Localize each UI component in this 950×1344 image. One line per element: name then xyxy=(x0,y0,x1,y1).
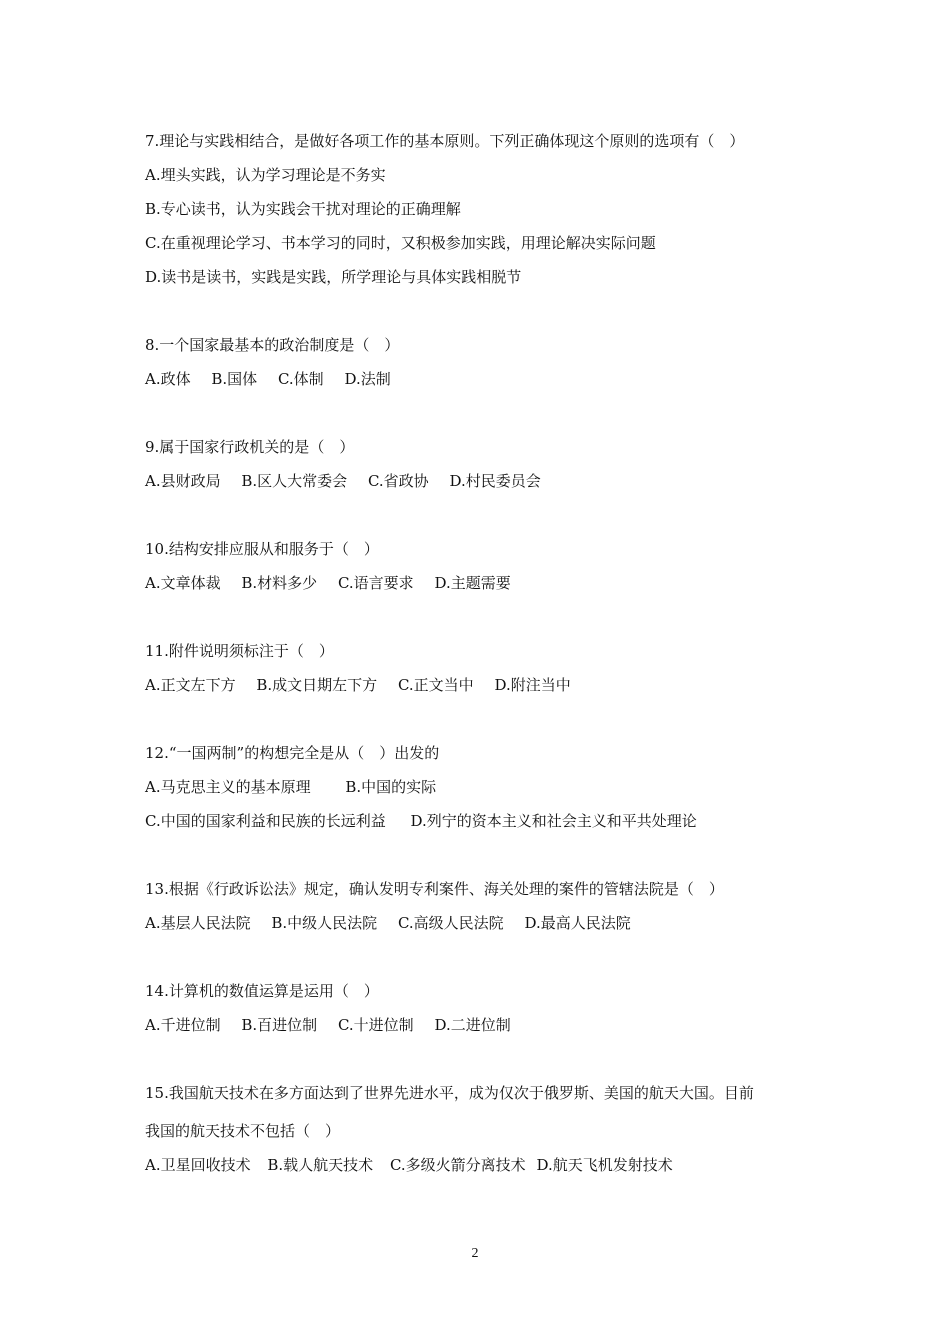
question-11-option-d: D.附注当中 xyxy=(494,676,571,694)
question-10-option-b: B.材料多少 xyxy=(241,574,318,592)
question-8-options xyxy=(145,362,815,396)
question-8-option-c: C.体制 xyxy=(277,370,324,388)
question-7-option-d: D.读书是读书，实践是实践，所学理论与具体实践相脱节 xyxy=(145,268,522,286)
question-13-option-d: D.最高人民法院 xyxy=(524,914,631,932)
question-10-option-d: D.主题需要 xyxy=(434,574,511,592)
question-8-option-b: B.国体 xyxy=(211,370,258,388)
question-12-option-c: C.中国的国家利益和民族的长远利益 xyxy=(145,812,386,830)
question-7-option-a: A.埋头实践，认为学习理论是不务实 xyxy=(145,166,386,184)
question-15-stem-line-2: 我国的航天技术不包括（ ） xyxy=(145,1122,341,1140)
question-7-stem: 7.理论与实践相结合，是做好各项工作的基本原则。下列正确体现这个原则的选项有（ ） xyxy=(145,132,745,150)
question-10-stem: 10.结构安排应服从和服务于（ ） xyxy=(145,540,379,558)
question-11-option-c: C.正文当中 xyxy=(397,676,474,694)
spacer xyxy=(145,600,815,634)
question-14-option-a: A.千进位制 xyxy=(145,1016,221,1034)
spacer xyxy=(145,498,815,532)
question-11-options xyxy=(145,668,815,702)
question-14-stem: 14.计算机的数值运算是运用（ ） xyxy=(145,982,379,1000)
question-10-options xyxy=(145,566,815,600)
question-12-options-row-2 xyxy=(145,804,815,838)
question-9-option-c: C.省政协 xyxy=(367,472,429,490)
question-9-option-a: A.县财政局 xyxy=(145,472,221,490)
question-12-option-b: B.中国的实际 xyxy=(345,778,437,796)
question-12-options-row-1 xyxy=(145,770,815,804)
spacer xyxy=(145,940,815,974)
question-11-stem: 11.附件说明须标注于（ ） xyxy=(145,642,334,660)
question-11-option-a: A.正文左下方 xyxy=(145,676,236,694)
question-15-options xyxy=(145,1148,815,1182)
question-15-option-b: B.载人航天技术 xyxy=(267,1156,374,1174)
question-14-option-d: D.二进位制 xyxy=(434,1016,511,1034)
question-9-option-d: D.村民委员会 xyxy=(449,472,541,490)
question-7-option-c: C.在重视理论学习、书本学习的同时，又积极参加实践，用理论解决实际问题 xyxy=(145,234,656,252)
spacer xyxy=(145,1042,815,1076)
question-14-option-c: C.十进位制 xyxy=(337,1016,414,1034)
question-10-option-a: A.文章体裁 xyxy=(145,574,221,592)
question-14-option-b: B.百进位制 xyxy=(241,1016,318,1034)
spacer xyxy=(145,838,815,872)
question-15-option-a: A.卫星回收技术 xyxy=(145,1156,251,1174)
question-8-option-d: D.法制 xyxy=(344,370,391,388)
question-8-option-a: A.政体 xyxy=(145,370,191,388)
spacer xyxy=(145,396,815,430)
question-12-stem: 12.“一国两制”的构想完全是从（ ）出发的 xyxy=(145,744,440,762)
question-15-stem-line-1: 15.我国航天技术在多方面达到了世界先进水平，成为仅次于俄罗斯、美国的航天大国。目前 xyxy=(145,1084,754,1102)
question-15-option-c: C.多级火箭分离技术 xyxy=(389,1156,526,1174)
question-13-options xyxy=(145,906,815,940)
question-13-option-b: B.中级人民法院 xyxy=(271,914,378,932)
question-8-stem: 8.一个国家最基本的政治制度是（ ） xyxy=(145,336,400,354)
question-11-option-b: B.成文日期左下方 xyxy=(256,676,378,694)
page-number: 2 xyxy=(471,1246,479,1261)
question-10-option-c: C.语言要求 xyxy=(337,574,414,592)
question-9-options xyxy=(145,464,815,498)
question-13-option-c: C.高级人民法院 xyxy=(397,914,504,932)
question-15-option-d: D.航天飞机发射技术 xyxy=(536,1156,673,1174)
question-12-option-d: D.列宁的资本主义和社会主义和平共处理论 xyxy=(410,812,697,830)
question-list xyxy=(145,124,815,1182)
spacer xyxy=(145,702,815,736)
question-12-option-a: A.马克思主义的基本原理 xyxy=(145,778,311,796)
question-13-option-a: A.基层人民法院 xyxy=(145,914,251,932)
question-7-option-b: B.专心读书，认为实践会干扰对理论的正确理解 xyxy=(145,200,461,218)
spacer xyxy=(145,294,815,328)
question-9-stem: 9.属于国家行政机关的是（ ） xyxy=(145,438,355,456)
question-13-stem: 13.根据《行政诉讼法》规定，确认发明专利案件、海关处理的案件的管辖法院是（ ） xyxy=(145,880,724,898)
question-14-options xyxy=(145,1008,815,1042)
question-9-option-b: B.区人大常委会 xyxy=(241,472,348,490)
